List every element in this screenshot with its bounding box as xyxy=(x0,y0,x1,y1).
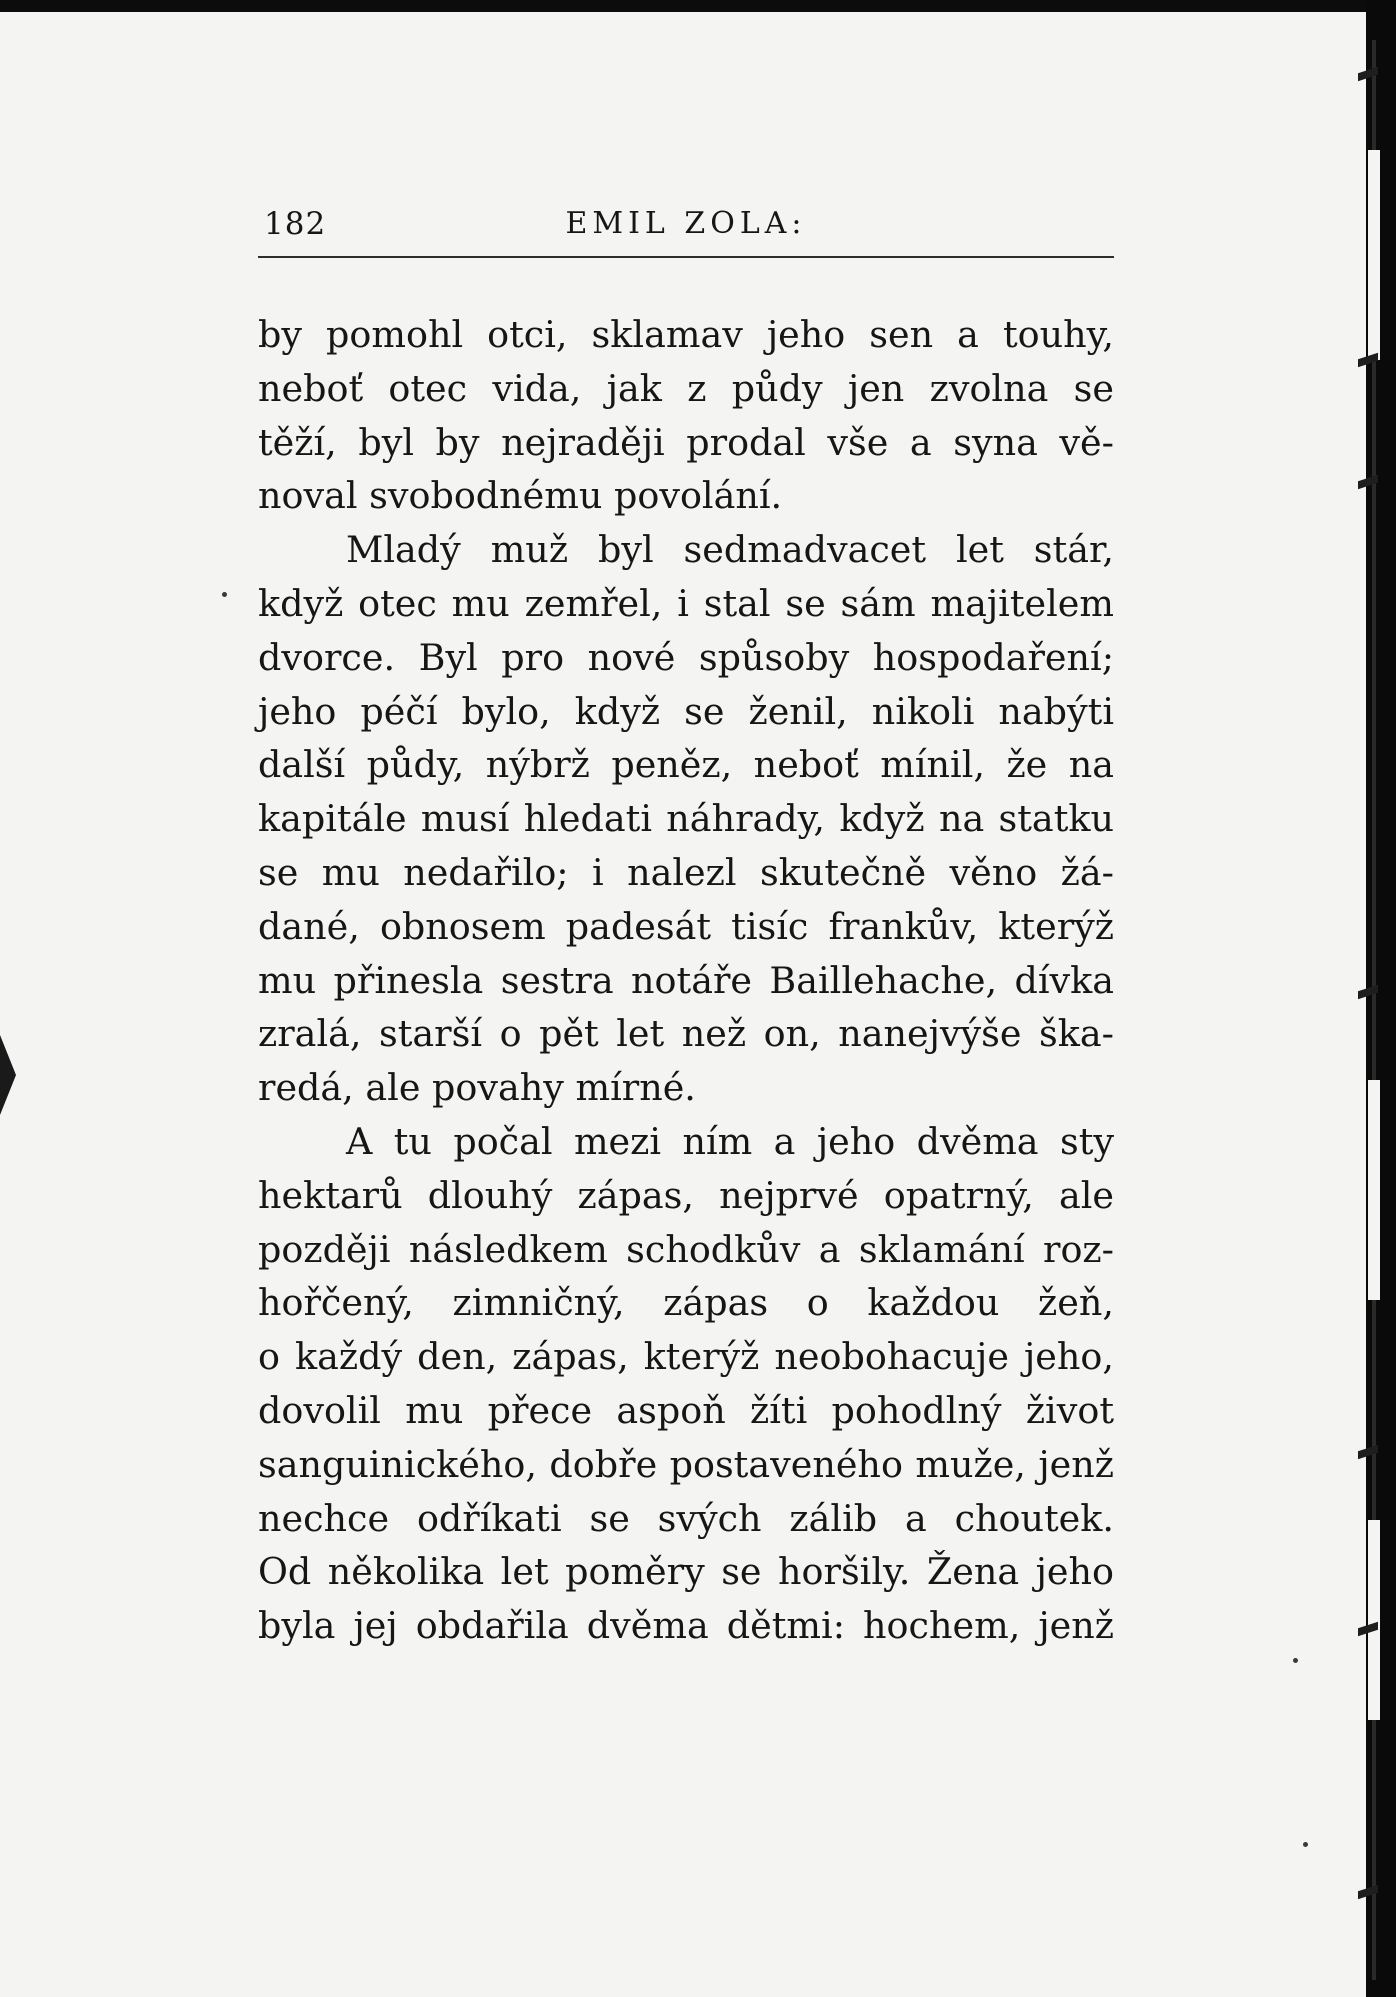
text-line: kapitále musí hledati náhrady, když na statku xyxy=(258,797,1114,841)
body-text xyxy=(258,308,1114,1653)
text-line: redá, ale povahy mírné. xyxy=(258,1066,696,1110)
text-line: se mu nedařilo; i nalezl skutečně věno žá- xyxy=(258,850,1114,894)
text-line: jeho péčí bylo, když se ženil, nikoli nabýti xyxy=(258,689,1114,733)
text-line: o každý den, zápas, kterýž neobohacuje jeho, xyxy=(258,1335,1114,1379)
binding-gap xyxy=(1368,1520,1380,1720)
text-line: těží, byl by nejraději prodal vše a syna vě- xyxy=(258,420,1114,464)
scan-top-edge xyxy=(0,0,1396,12)
ink-speck xyxy=(222,592,227,597)
text-line: další půdy, nýbrž peněz, neboť mínil, že na xyxy=(258,743,1114,787)
text-line: zralá, starší o pět let než on, nanejvýše ška- xyxy=(258,1012,1114,1056)
page-number: 182 xyxy=(264,206,327,242)
text-line: dvorce. Byl pro nové spůsoby hospodaření; xyxy=(258,635,1114,679)
text-line: dané, obnosem padesát tisíc frankův, kterýž xyxy=(258,904,1114,948)
text-line: by pomohl otci, sklamav jeho sen a touhy, xyxy=(258,313,1114,356)
text-line: A tu počal mezi ním a jeho dvěma sty xyxy=(346,1119,1114,1163)
text-line: Od několika let poměry se horšily. Žena jeho xyxy=(258,1550,1114,1594)
text-line: Mladý muž byl sedmadvacet let stár, xyxy=(346,528,1114,572)
text-line: hořčený, zimničný, zápas o každou žeň, xyxy=(258,1281,1114,1325)
text-line: později následkem schodkův a sklamání roz- xyxy=(258,1227,1114,1271)
text-line: když otec mu zemřel, i stal se sám majitelem xyxy=(258,581,1114,625)
text-line: dovolil mu přece aspoň žíti pohodlný život xyxy=(258,1388,1114,1432)
binding-gap xyxy=(1368,1080,1380,1300)
text-line: mu přinesla sestra notáře Baillehache, dívka xyxy=(258,958,1114,1002)
text-line: sanguinického, dobře postaveného muže, jenž xyxy=(258,1442,1114,1486)
ink-speck xyxy=(1293,1658,1298,1663)
text-line: noval svobodnému povolání. xyxy=(258,474,783,518)
header-rule xyxy=(258,256,1114,258)
text-line: nechce odříkati se svých zálib a choutek. xyxy=(258,1496,1114,1540)
text-line: byla jej obdařila dvěma dětmi: hochem, jenž xyxy=(258,1604,1114,1648)
text-line: neboť otec vida, jak z půdy jen zvolna se xyxy=(258,366,1114,410)
running-head: EMIL ZOLA: xyxy=(565,206,807,241)
binding-gap xyxy=(1368,150,1380,360)
page-header xyxy=(258,200,1114,250)
text-line: hektarů dlouhý zápas, nejprvé opatrný, ale xyxy=(258,1173,1114,1217)
page-edge-nick xyxy=(0,1035,16,1115)
ink-speck xyxy=(1303,1842,1308,1847)
